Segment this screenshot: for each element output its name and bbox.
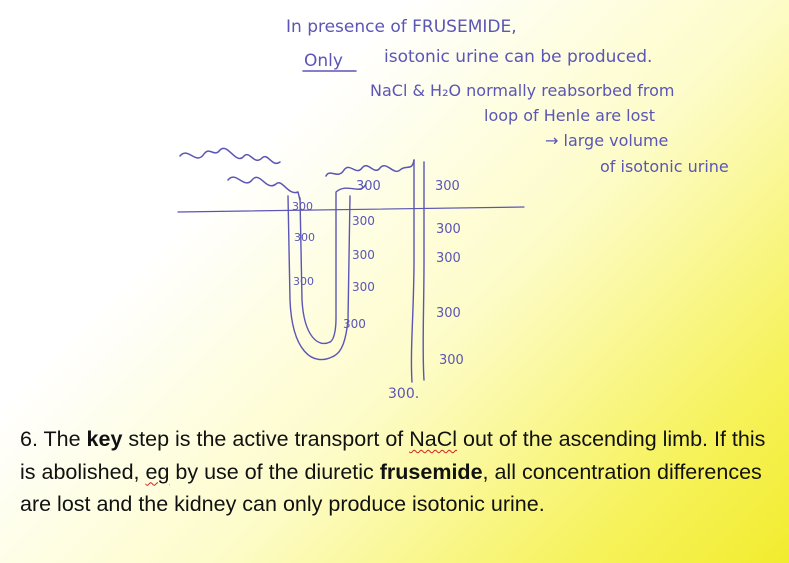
value-duct-2: 300 (436, 251, 461, 266)
collecting-duct-right (423, 162, 424, 380)
caption-text: 6. The key step is the active transport of NaCl out of the ascending limb. If this is abolished, eg by use of the diuretic frusemide, all concentration differences are lost and the kidney can only produce isotonic urine. (20, 427, 766, 516)
value-desc-2: 300 (293, 275, 314, 288)
value-asc-2: 300 (352, 248, 375, 262)
value-top-ascending: 300 (435, 179, 460, 194)
value-top-interstitium: 300 (356, 179, 381, 194)
caption-frusemide: frusemide (379, 459, 483, 484)
value-duct-3: 300 (436, 306, 461, 321)
collecting-duct-left (411, 160, 414, 382)
cortex-medulla-boundary (178, 207, 524, 212)
tubule-squiggle-top (326, 160, 414, 176)
note-line-4: loop of Henle are lost (484, 106, 655, 125)
note-line-1: In presence of FRUSEMIDE, (286, 17, 517, 37)
note-line-3: NaCl & H₂O normally reabsorbed from (370, 81, 675, 100)
loop-descending-inner (300, 198, 330, 343)
note-line-6: of isotonic urine (600, 157, 729, 176)
note-line-2b: isotonic urine can be produced. (384, 47, 653, 67)
caption-eg: eg (145, 459, 170, 484)
note-line-5: → large volume (545, 131, 669, 150)
value-top-descending: 300 (292, 200, 313, 213)
value-asc-4: 300 (343, 317, 366, 331)
value-duct-1: 300 (436, 222, 461, 237)
value-asc-1: 300 (352, 214, 375, 228)
note-line-2a: Only (304, 51, 343, 71)
caption-nacl: NaCl (409, 427, 458, 451)
value-bottom: 300. (388, 386, 420, 402)
value-desc-1: 300 (294, 231, 315, 244)
tubule-squiggle-left (180, 148, 300, 200)
value-duct-4: 300 (439, 353, 464, 368)
value-asc-3: 300 (352, 280, 375, 294)
caption-key: key (86, 427, 123, 451)
